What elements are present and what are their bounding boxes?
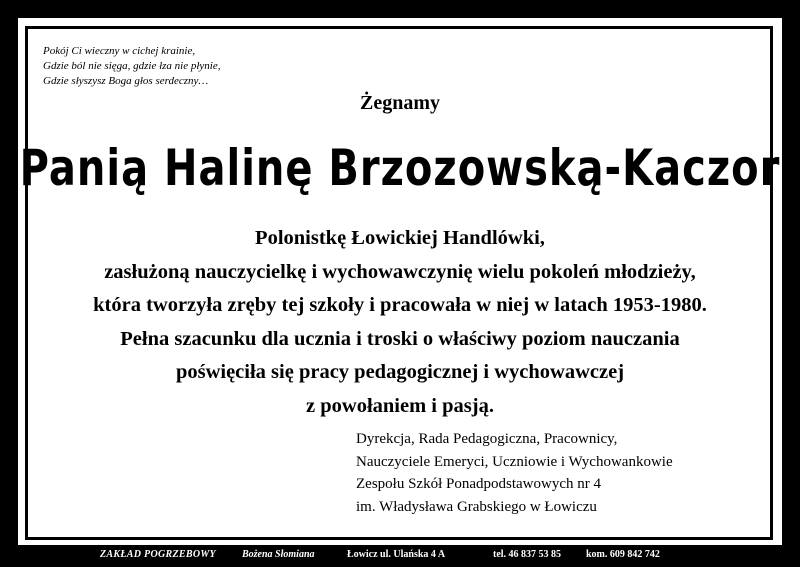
signatory-line-3: Zespołu Szkół Ponadpodstawowych nr 4 <box>356 476 601 492</box>
funeral-home-address: Łowicz ul. Ulańska 4 A <box>347 549 446 560</box>
tribute-line-1: Polonistkę Łowickiej Handlówki, <box>255 227 545 249</box>
tribute-line-3: która tworzyła zręby tej szkoły i pracowała w niej w latach 1953-1980. <box>93 294 707 316</box>
farewell-heading: Żegnamy <box>360 92 440 114</box>
tribute-line-2: zasłużoną nauczycielkę i wychowawczynię wielu pokoleń młodzieży, <box>104 260 696 283</box>
deceased-name: Panią Halinę Brzozowską-Kaczor <box>19 140 781 198</box>
signatory-line-1: Dyrekcja, Rada Pedagogiczna, Pracownicy, <box>356 431 618 447</box>
poem-verse <box>43 44 221 89</box>
poem-line-1: Pokój Ci wieczny w cichej krainie, <box>43 45 196 57</box>
poem-line-2: Gdzie ból nie sięga, gdzie łza nie płynie, <box>43 60 221 72</box>
funeral-home-mobile: kom. 609 842 742 <box>586 549 660 560</box>
tribute-line-6: z powołaniem i pasją. <box>306 394 494 417</box>
funeral-home-name: ZAKŁAD POGRZEBOWY <box>100 549 216 560</box>
funeral-home-footer <box>0 549 800 565</box>
signatory-line-4: im. Władysława Grabskiego w Łowiczu <box>356 498 597 515</box>
signatory-line-2: Nauczyciele Emeryci, Uczniowie i Wychowankowie <box>356 453 673 470</box>
funeral-home-phone: tel. 46 837 53 85 <box>493 549 562 560</box>
funeral-home-owner: Bożena Słomiana <box>242 549 315 560</box>
tribute-line-4: Pełna szacunku dla ucznia i troski o właściwy poziom nauczania <box>120 327 680 350</box>
poem-line-3: Gdzie słyszysz Boga głos serdeczny… <box>43 75 209 87</box>
signatories <box>356 428 673 518</box>
tribute-text <box>0 222 800 423</box>
tribute-line-5: poświęciła się pracy pedagogicznej i wychowawczej <box>175 361 625 383</box>
